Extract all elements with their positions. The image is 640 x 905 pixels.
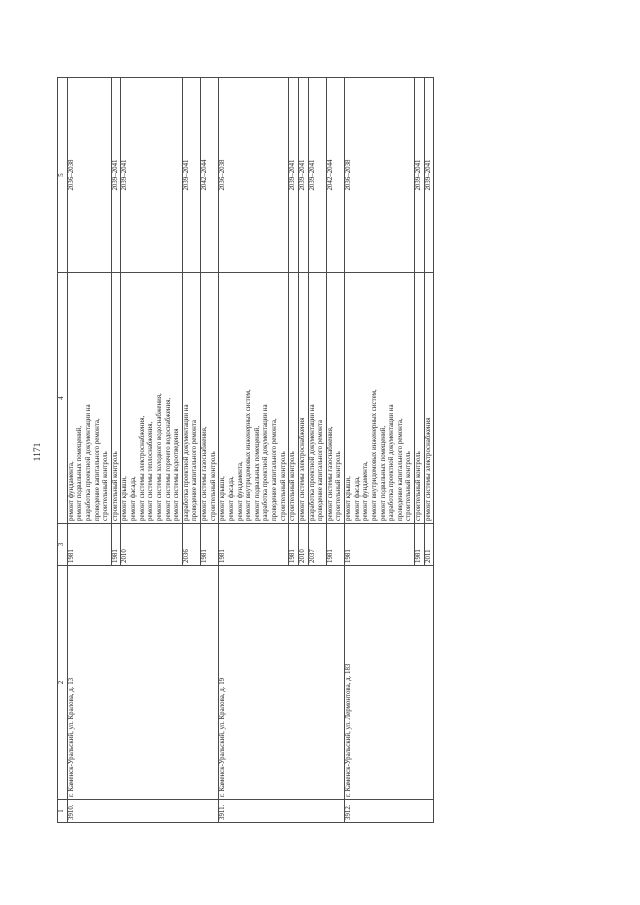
building-address: г. Каменск-Уральский, ул. Лермонтова, д. 183 bbox=[345, 566, 434, 800]
work-cell bbox=[308, 273, 326, 524]
work-item: ремонт внутридомовых инженерных систем, bbox=[245, 389, 253, 521]
term-cell: 2039–2041 bbox=[121, 78, 182, 273]
work-cell bbox=[289, 273, 299, 524]
work-item: ремонт системы электроснабжения bbox=[424, 417, 432, 521]
work-item: строительный контроль bbox=[279, 451, 287, 521]
term-cell: 2036–2038 bbox=[345, 78, 415, 273]
year-cell: 1981 bbox=[111, 524, 121, 566]
term-cell: 2042–2044 bbox=[201, 78, 219, 273]
work-item: проведение капитального ремонта, bbox=[271, 418, 278, 521]
work-item: ремонт подвальных помещений, bbox=[76, 425, 84, 521]
work-cell bbox=[121, 273, 182, 524]
work-item: ремонт системы электроснабжения, bbox=[138, 415, 146, 521]
term-cell: 2039–2041 bbox=[111, 78, 121, 273]
work-item: строительный контроль bbox=[415, 451, 422, 521]
year-cell: 1981 bbox=[67, 524, 111, 566]
work-item: разработка проектной документации на bbox=[308, 404, 316, 521]
work-cell bbox=[345, 273, 415, 524]
work-item: ремонт системы горячего водоснабжения, bbox=[164, 397, 172, 521]
year-cell: 1981 bbox=[415, 524, 425, 566]
work-cell bbox=[415, 273, 425, 524]
work-item: ремонт системы теплоснабжения, bbox=[147, 421, 155, 521]
work-item: проведение капитального ремонта bbox=[317, 420, 325, 521]
term-cell: 2039–2041 bbox=[289, 78, 299, 273]
work-cell bbox=[326, 273, 344, 524]
header-row bbox=[58, 78, 68, 823]
work-item: строительный контроль bbox=[102, 451, 110, 521]
year-cell: 1981 bbox=[289, 524, 299, 566]
table-row bbox=[345, 78, 415, 823]
document-sheet bbox=[57, 78, 593, 823]
work-item: ремонт фасада, bbox=[227, 476, 235, 521]
term-cell: 2039–2041 bbox=[415, 78, 425, 273]
year-cell: 2010 bbox=[121, 524, 182, 566]
work-item: проведение капитального ремонта, bbox=[93, 418, 101, 521]
record-number: 3911. bbox=[219, 800, 345, 823]
building-address: г. Каменск-Уральский, ул. Кралова, д. 19 bbox=[219, 566, 345, 800]
year-cell: 2037 bbox=[308, 524, 326, 566]
header-cell: 3 bbox=[58, 524, 68, 566]
work-item: ремонт системы газоснабжения, bbox=[201, 426, 208, 521]
header-cell: 5 bbox=[58, 78, 68, 273]
work-item: ремонт системы газоснабжения, bbox=[326, 426, 334, 521]
term-cell: 2036–2038 bbox=[219, 78, 289, 273]
header-cell: 4 bbox=[58, 273, 68, 524]
work-item: ремонт системы водоотведения bbox=[173, 428, 181, 521]
work-item: ремонт фундамента, bbox=[362, 461, 370, 521]
work-item: ремонт крыши, bbox=[345, 476, 352, 521]
work-item: ремонт фундамента, bbox=[67, 461, 75, 521]
work-item: ремонт крыши, bbox=[219, 476, 227, 521]
work-cell bbox=[201, 273, 219, 524]
year-cell: 1981 bbox=[345, 524, 415, 566]
work-item: ремонт системы холодного водоснабжения, bbox=[155, 393, 163, 521]
work-item: проведение капитального ремонта, bbox=[396, 418, 404, 521]
work-item: ремонт подвальных помещений, bbox=[253, 425, 261, 521]
work-cell bbox=[67, 273, 111, 524]
work-item: разработка проектной документации на bbox=[84, 404, 92, 521]
term-cell: 2039–2041 bbox=[182, 78, 200, 273]
work-item: ремонт подвальных помещений, bbox=[379, 425, 387, 521]
year-cell: 2036 bbox=[182, 524, 200, 566]
work-cell bbox=[182, 273, 200, 524]
year-cell: 2010 bbox=[298, 524, 308, 566]
work-item: разработка проектной документации на bbox=[262, 404, 270, 521]
work-item: ремонт фасада, bbox=[353, 476, 361, 521]
work-cell bbox=[219, 273, 289, 524]
header-cell: 1 bbox=[58, 800, 68, 823]
work-item: ремонт внутридомовых инженерных систем, bbox=[370, 389, 378, 521]
term-cell: 2039–2041 bbox=[308, 78, 326, 273]
work-item: строительный контроль bbox=[405, 451, 413, 521]
repair-schedule-table bbox=[57, 77, 434, 823]
work-cell bbox=[424, 273, 434, 524]
term-cell: 2039–2041 bbox=[298, 78, 308, 273]
work-item: ремонт крыши, bbox=[121, 476, 129, 521]
year-cell: 1981 bbox=[326, 524, 344, 566]
record-number: 3910. bbox=[67, 800, 219, 823]
record-number: 3912. bbox=[345, 800, 434, 823]
term-cell: 2042–2044 bbox=[326, 78, 344, 273]
work-cell bbox=[298, 273, 308, 524]
header-cell: 2 bbox=[58, 566, 68, 800]
table-row bbox=[219, 78, 289, 823]
year-cell: 1981 bbox=[219, 524, 289, 566]
work-cell bbox=[111, 273, 121, 524]
work-item: строительный контроль bbox=[335, 451, 343, 521]
work-item: строительный контроль bbox=[111, 451, 119, 521]
work-item: ремонт системы электроснабжения bbox=[298, 417, 306, 521]
building-address: г. Каменск-Уральский, ул. Кралова, д. 13 bbox=[67, 566, 219, 800]
year-cell: 2011 bbox=[424, 524, 434, 566]
work-item: разработка проектной документации на bbox=[182, 404, 190, 521]
page-number: 1171 bbox=[33, 442, 43, 462]
term-cell: 2039–2041 bbox=[424, 78, 434, 273]
year-cell: 1981 bbox=[201, 524, 219, 566]
work-item: строительный контроль bbox=[209, 451, 217, 521]
work-item: разработка проектной документации на bbox=[388, 404, 396, 521]
work-item: ремонт фундамента, bbox=[236, 461, 244, 521]
term-cell: 2036–2038 bbox=[67, 78, 111, 273]
work-item: строительный контроль bbox=[289, 451, 297, 521]
work-item: ремонт фасада, bbox=[130, 476, 137, 521]
work-item: проведение капитального ремонта bbox=[191, 420, 199, 521]
table-row bbox=[67, 78, 111, 823]
